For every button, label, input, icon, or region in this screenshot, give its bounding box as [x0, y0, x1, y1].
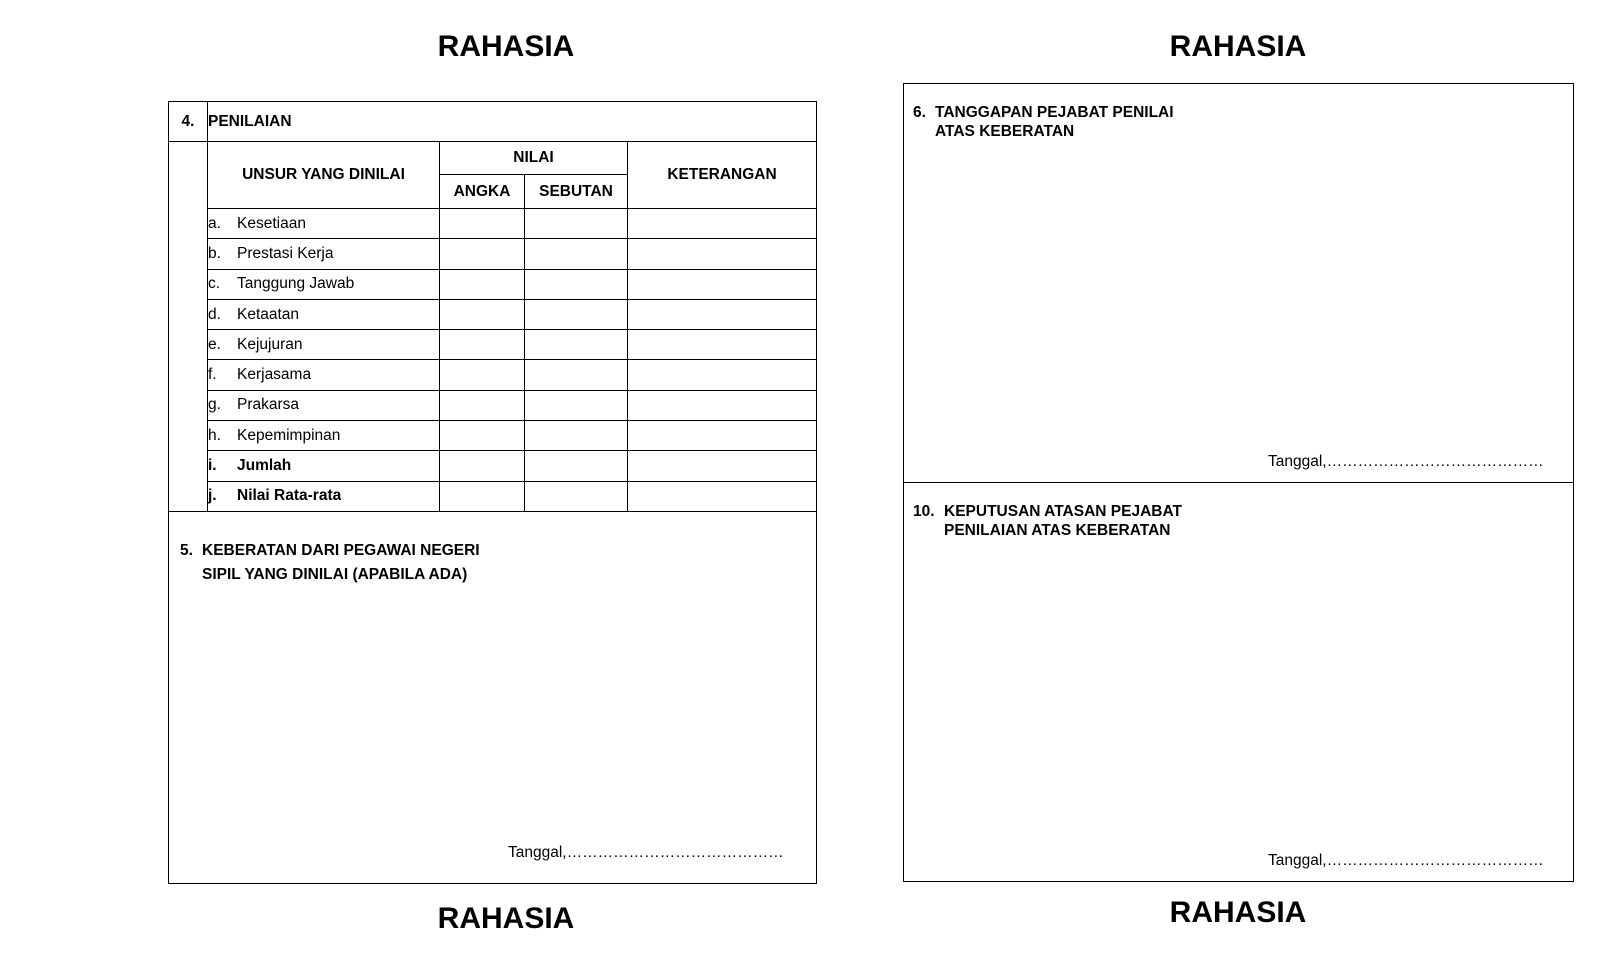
section10-box[interactable]	[903, 482, 1574, 882]
section5-title	[180, 539, 480, 587]
item-letter: b.	[208, 244, 221, 262]
table-row	[169, 269, 817, 299]
item-label: Prestasi Kerja	[237, 244, 334, 262]
section5-row	[169, 511, 817, 883]
table-row	[169, 451, 817, 481]
sebutan-cell[interactable]	[525, 299, 628, 329]
sebutan-cell[interactable]	[525, 209, 628, 239]
angka-cell[interactable]	[440, 360, 525, 390]
table-row	[169, 390, 817, 420]
col-sebutan-header: SEBUTAN	[525, 175, 628, 209]
keterangan-cell[interactable]	[628, 269, 817, 299]
col-unsur-header: UNSUR YANG DINILAI	[208, 142, 440, 209]
table-row	[169, 481, 817, 511]
section6-line1: TANGGAPAN PEJABAT PENILAI	[935, 104, 1174, 121]
col-keterangan-header: KETERANGAN	[628, 142, 817, 209]
section6-number: 6.	[913, 104, 926, 121]
item-letter: f.	[208, 366, 217, 384]
angka-cell[interactable]	[440, 481, 525, 511]
unsur-cell	[208, 390, 440, 420]
keterangan-cell[interactable]	[628, 421, 817, 451]
keterangan-cell[interactable]	[628, 209, 817, 239]
unsur-cell	[208, 360, 440, 390]
section10-title	[913, 502, 1182, 540]
penilaian-form-table	[168, 101, 817, 884]
rahasia-footer-right: RAHASIA	[1169, 896, 1307, 929]
unsur-cell	[208, 269, 440, 299]
angka-cell[interactable]	[440, 390, 525, 420]
item-letter: e.	[208, 335, 221, 353]
table-row	[169, 360, 817, 390]
item-letter: a.	[208, 214, 221, 232]
keterangan-cell[interactable]	[628, 481, 817, 511]
angka-cell[interactable]	[440, 239, 525, 269]
item-label: Tanggung Jawab	[237, 275, 355, 293]
sebutan-cell[interactable]	[525, 239, 628, 269]
unsur-cell	[208, 299, 440, 329]
item-letter: i.	[208, 457, 217, 475]
unsur-cell	[208, 481, 440, 511]
section4-left-gutter	[169, 142, 208, 512]
keterangan-cell[interactable]	[628, 360, 817, 390]
unsur-cell	[208, 239, 440, 269]
table-row	[169, 239, 817, 269]
item-label: Kejujuran	[237, 335, 303, 353]
unsur-cell	[208, 209, 440, 239]
column-header-row-1	[169, 142, 817, 175]
section10-tanggal: Tanggal,……………………………………	[1268, 852, 1544, 869]
table-row	[169, 421, 817, 451]
unsur-cell	[208, 421, 440, 451]
table-row	[169, 209, 817, 239]
sebutan-cell[interactable]	[525, 421, 628, 451]
item-label: Kerjasama	[237, 366, 312, 384]
section5-number: 5.	[180, 541, 193, 559]
item-label: Nilai Rata-rata	[237, 487, 342, 505]
keterangan-cell[interactable]	[628, 330, 817, 360]
unsur-cell	[208, 451, 440, 481]
keterangan-cell[interactable]	[628, 390, 817, 420]
section6-title	[913, 103, 1174, 141]
item-letter: h.	[208, 426, 221, 444]
sebutan-cell[interactable]	[525, 451, 628, 481]
item-label: Prakarsa	[237, 396, 300, 414]
section5-line1: KEBERATAN DARI PEGAWAI NEGERI	[202, 541, 480, 559]
item-label: Ketaatan	[237, 305, 300, 323]
section5-line2: SIPIL YANG DINILAI (APABILA ADA)	[202, 565, 468, 583]
angka-cell[interactable]	[440, 421, 525, 451]
sebutan-cell[interactable]	[525, 360, 628, 390]
angka-cell[interactable]	[440, 299, 525, 329]
rahasia-footer-left: RAHASIA	[437, 902, 575, 935]
section6-tanggal: Tanggal,……………………………………	[1268, 453, 1544, 470]
item-letter: j.	[208, 487, 217, 505]
angka-cell[interactable]	[440, 330, 525, 360]
sebutan-cell[interactable]	[525, 269, 628, 299]
angka-cell[interactable]	[440, 451, 525, 481]
section10-line1: KEPUTUSAN ATASAN PEJABAT	[944, 503, 1182, 520]
item-label: Kesetiaan	[237, 214, 306, 232]
table-row	[169, 330, 817, 360]
keterangan-cell[interactable]	[628, 239, 817, 269]
section10-number: 10.	[913, 503, 935, 520]
section4-number: 4.	[169, 102, 208, 142]
item-letter: d.	[208, 305, 221, 323]
section5-tanggal: Tanggal,……………………………………	[508, 843, 784, 861]
item-letter: c.	[208, 275, 221, 293]
item-label: Kepemimpinan	[237, 426, 341, 444]
rahasia-header-left: RAHASIA	[437, 30, 575, 63]
section4-header-row	[169, 102, 817, 142]
section6-line2: ATAS KEBERATAN	[935, 123, 1075, 140]
unsur-cell	[208, 330, 440, 360]
angka-cell[interactable]	[440, 269, 525, 299]
section5-box[interactable]	[169, 511, 817, 883]
col-angka-header: ANGKA	[440, 175, 525, 209]
item-label: Jumlah	[237, 457, 292, 475]
angka-cell[interactable]	[440, 209, 525, 239]
sebutan-cell[interactable]	[525, 390, 628, 420]
keterangan-cell[interactable]	[628, 451, 817, 481]
table-row	[169, 299, 817, 329]
section4-title: PENILAIAN	[208, 102, 817, 142]
rahasia-header-right: RAHASIA	[1169, 30, 1307, 63]
keterangan-cell[interactable]	[628, 299, 817, 329]
section6-box[interactable]	[903, 83, 1574, 483]
sebutan-cell[interactable]	[525, 330, 628, 360]
section10-line2: PENILAIAN ATAS KEBERATAN	[944, 522, 1171, 539]
item-letter: g.	[208, 396, 221, 414]
sebutan-cell[interactable]	[525, 481, 628, 511]
col-nilai-header: NILAI	[440, 142, 628, 175]
